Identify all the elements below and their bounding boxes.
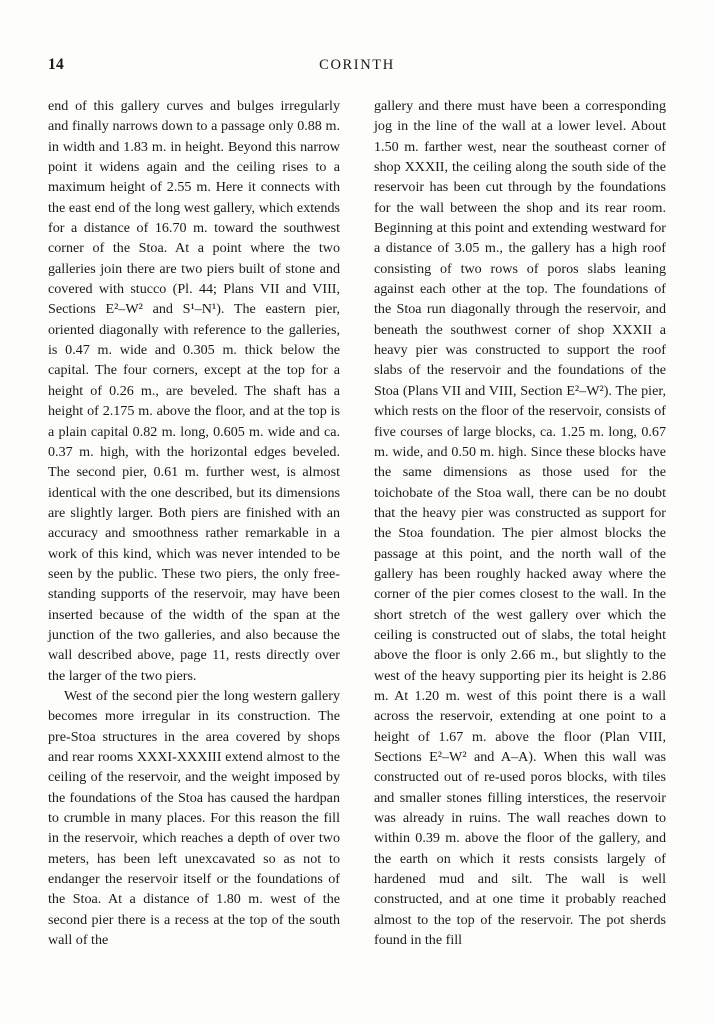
- column-left: [48, 96, 340, 950]
- paragraph: West of the second pier the long western gallery becomes more irregular in its construction. The pre-Stoa structures in the area covered by shops and rear rooms XXXI-XXXIII extend almost to the ceiling of the reservoir, and the weight imposed by the foundations of the Stoa has caused the hardpan to crumble in many places. For this reason the fill in the reservoir, which reaches a depth of over two meters, has been left unexcavated so as not to endanger the reservoir itself or the foundations of the Stoa. At a distance of 1.80 m. west of the second pier there is a recess at the top of the south wall of the: [48, 687, 340, 949]
- page-header: [48, 56, 666, 76]
- paragraph: end of this gallery curves and bulges irregularly and finally narrows down to a passage only 0.88 m. in width and 1.83 m. in height. Beyond this narrow point it widens again and the ceiling rises to a maximum height of 2.55 m. Here it connects with the east end of the long west gallery, which extends for a distance of 16.70 m. toward the southwest corner of the Stoa. At a point where the two galleries join there are two piers built of stone and covered with stucco (Pl. 44; Plans VII and VIII, Sections E²–W² and S¹–N¹). The eastern pier, oriented diagonally with reference to the galleries, is 0.47 m. wide and 0.305 m. thick below the capital. The four corners, except at the top for a height of 0.26 m., are beveled. The shaft has a height of 2.175 m. above the floor, and at the top is a plain capital 0.82 m. long, 0.605 m. wide and ca. 0.37 m. high, with the horizontal edges beveled. The second pier, 0.61 m. further west, is almost identical with the one described, but its dimensions are slightly larger. Both piers are finished with an accuracy and smoothness rather remarkable in a work of this kind, which was never intended to be seen by the public. These two piers, the only free-standing supports of the reservoir, may have been inserted because of the width of the span at the junction of the two galleries, and also because the wall described above, page 11, rests directly over the larger of the two piers.: [48, 98, 340, 684]
- page-number: 14: [48, 56, 64, 73]
- text-columns: [48, 96, 666, 950]
- paragraph: gallery and there must have been a corresponding jog in the line of the wall at a lower level. About 1.50 m. farther west, near the southeast corner of shop XXXII, the ceiling along the south side of the reservoir has been cut through by the foundations for the wall between the shop and its rear room. Beginning at this point and extending westward for a distance of 3.05 m., the gallery has a high roof consisting of two rows of poros slabs leaning against each other at the top. The foundations of the Stoa run diagonally through the reservoir, and beneath the southwest corner of shop XXXII a heavy pier was constructed to support the roof slabs of the reservoir and the foundations of the Stoa (Plans VII and VIII, Section E²–W²). The pier, which rests on the floor of the reservoir, consists of five courses of large blocks, ca. 1.25 m. long, 0.67 m. wide, and 0.50 m. high. Since these blocks have the same dimensions as those used for the toichobate of the Stoa wall, there can be no doubt that the heavy pier was constructed as support for the Stoa foundation. The pier almost blocks the passage at this point, and the north wall of the gallery has been roughly hacked away where the corner of the pier comes closest to the wall. In the short stretch of the west gallery over which the ceiling is constructed out of slabs, the total height above the floor is only 2.66 m., but slightly to the west of the heavy supporting pier its height is 2.86 m. At 1.20 m. west of this point there is a wall across the reservoir, extending at one point to a height of 1.67 m. above the floor (Plan VIII, Sections E²–W² and A–A). When this wall was constructed out of re-used poros blocks, with tiles and smaller stones filling interstices, the reservoir was already in ruins. The wall reaches down to within 0.39 m. above the floor of the gallery, and the earth on which it rests consists largely of hardened mud and silt. The wall is well constructed, and at one time it probably reached almost to the top of the reservoir. The pot sherds found in the fill: [374, 98, 666, 949]
- column-right: [374, 96, 666, 950]
- running-head: CORINTH: [319, 57, 395, 73]
